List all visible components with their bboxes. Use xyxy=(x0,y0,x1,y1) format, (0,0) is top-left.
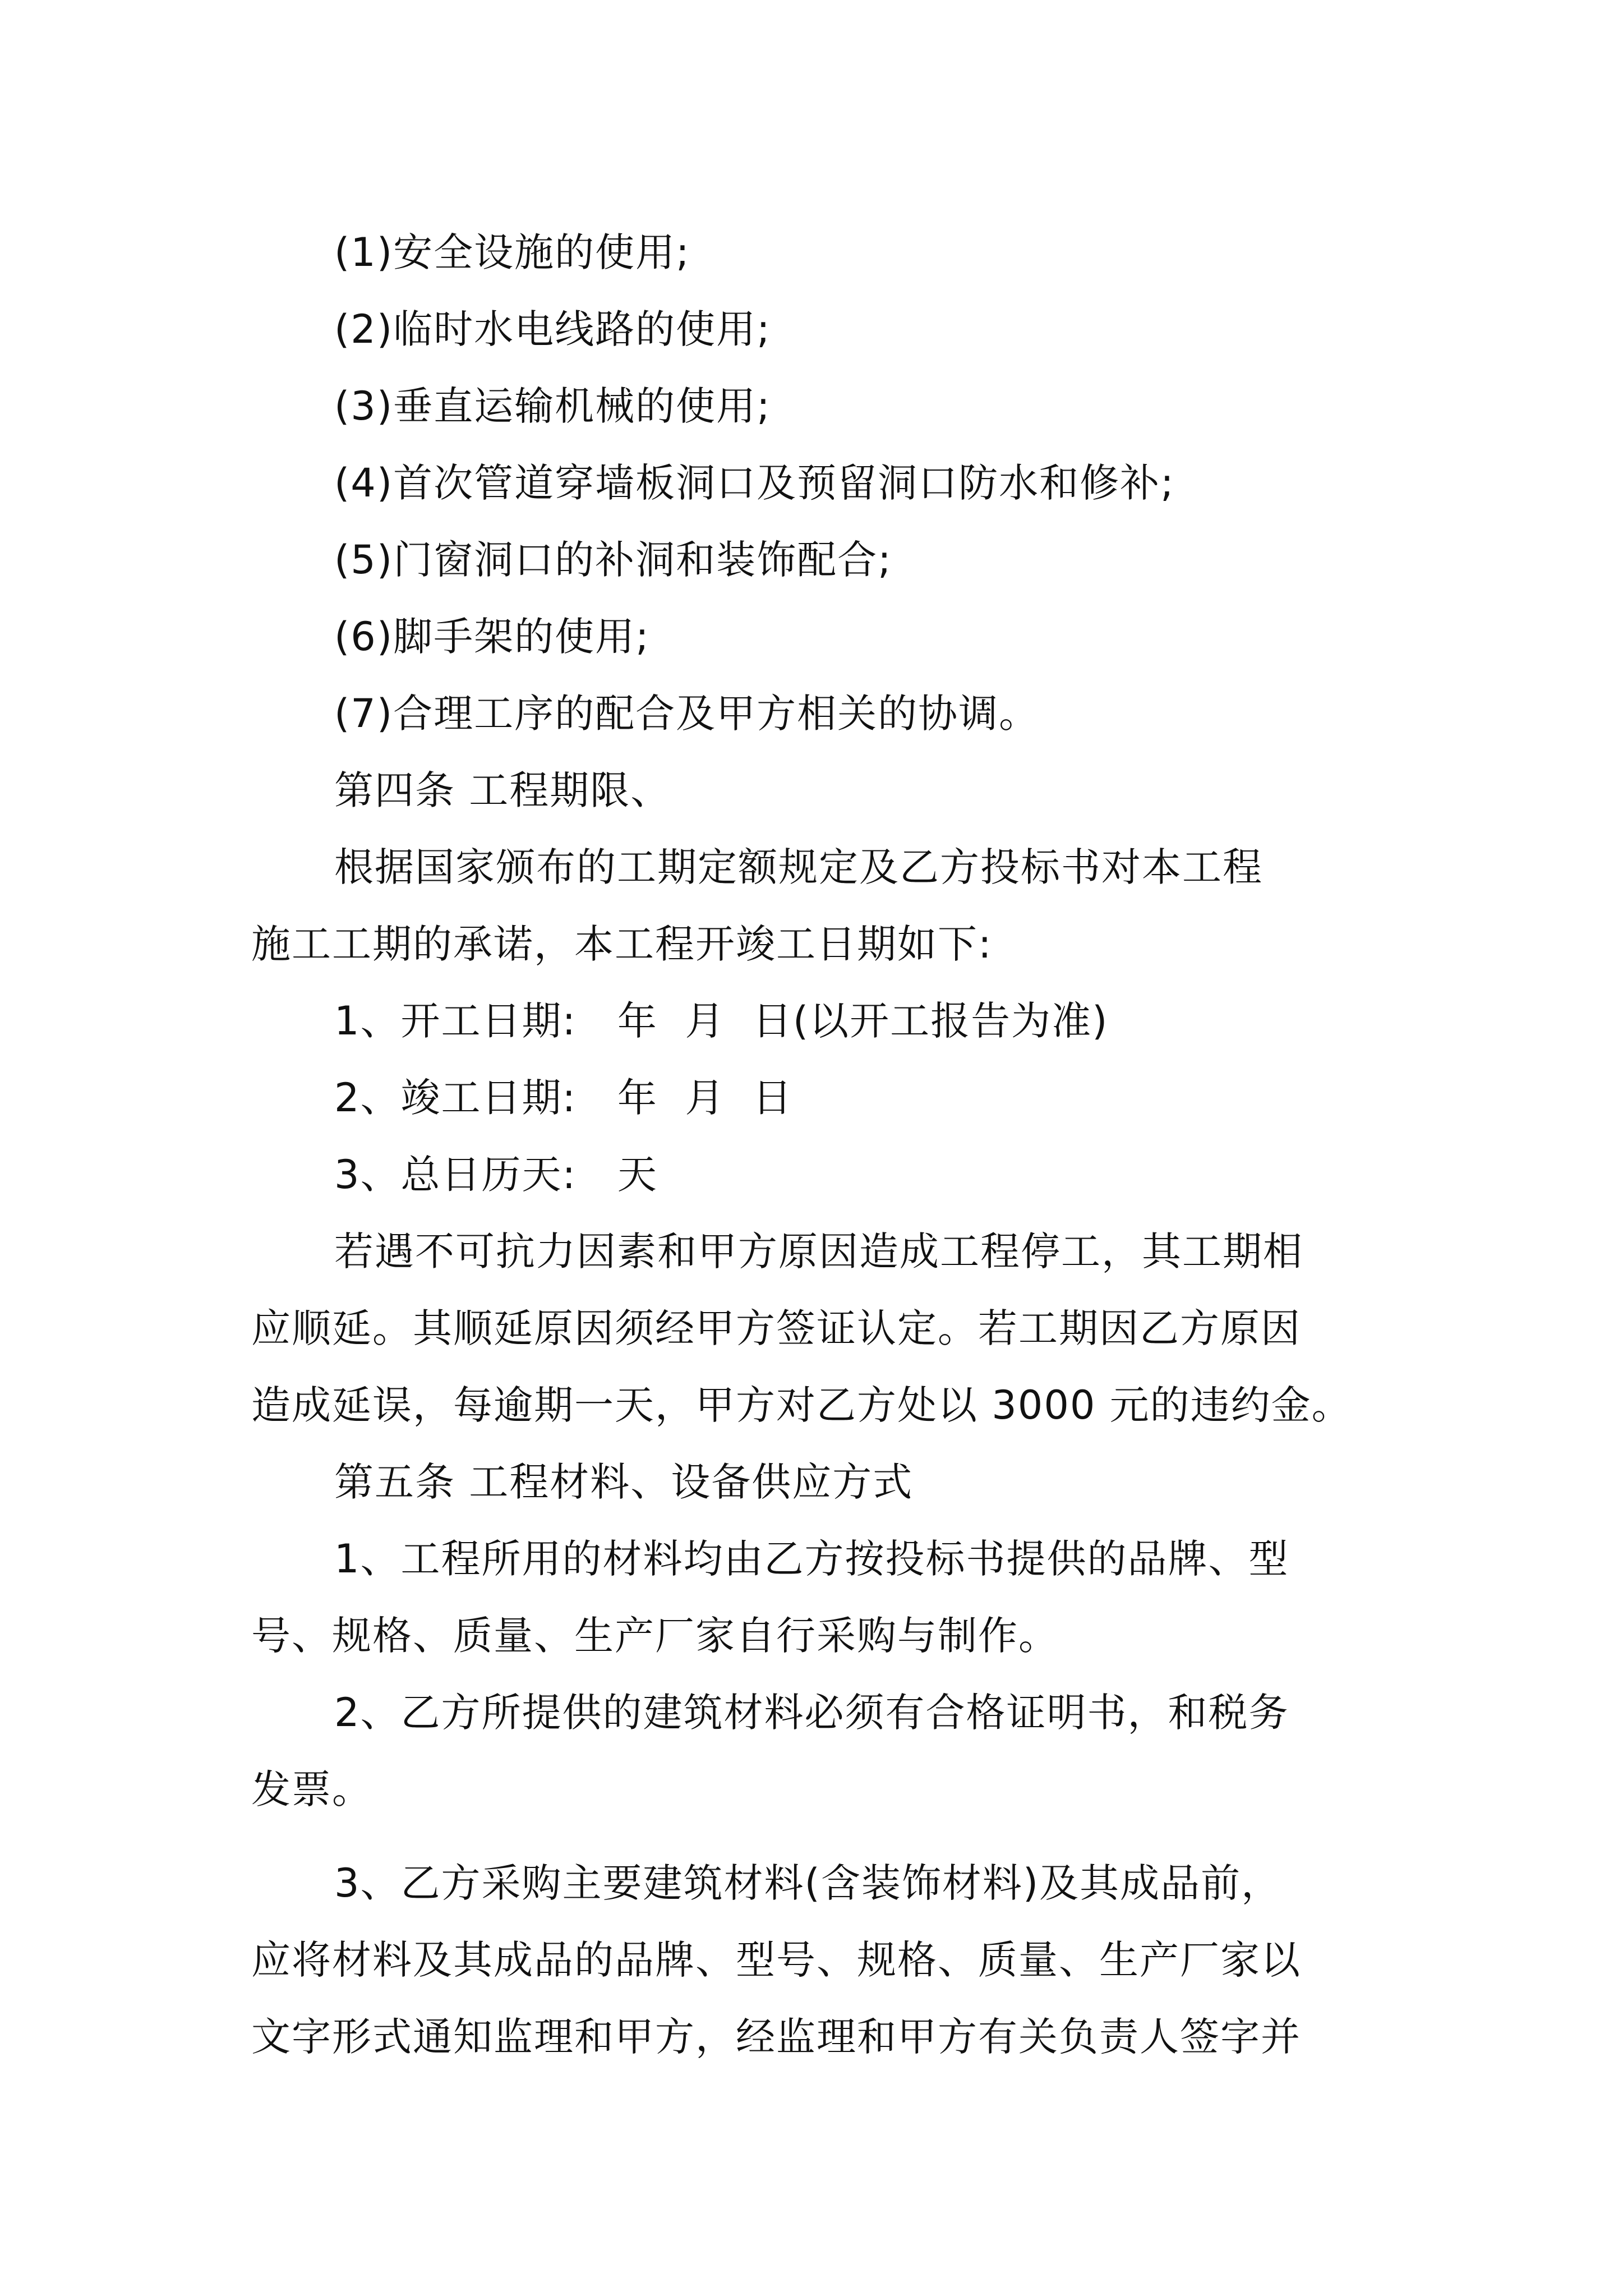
paragraph-line: 应顺延。其顺延原因须经甲方签证认定。若工期因乙方原因 xyxy=(251,1305,1301,1351)
paragraph-line: 发票。 xyxy=(251,1766,372,1812)
paragraph-line: 若遇不可抗力因素和甲方原因造成工程停工，其工期相 xyxy=(334,1228,1303,1274)
list-item-temporary-utilities: (2)临时水电线路的使用; xyxy=(334,306,771,352)
paragraph-line: 根据国家颁布的工期定额规定及乙方投标书对本工程 xyxy=(334,844,1263,890)
document-body xyxy=(251,214,1395,2076)
total-days-line: 3、总日历天: 天 xyxy=(334,1152,658,1198)
start-date-line: 1、开工日期: 年 月 日(以开工报告为准) xyxy=(334,998,1109,1044)
paragraph-line: 文字形式通知监理和甲方，经监理和甲方有关负责人签字并 xyxy=(251,2014,1301,2060)
paragraph-line: 号、规格、质量、生产厂家自行采购与制作。 xyxy=(251,1613,1059,1659)
list-item-pipe-openings: (4)首次管道穿墙板洞口及预留洞口防水和修补; xyxy=(334,460,1175,506)
list-item-safety-facilities: (1)安全设施的使用; xyxy=(334,229,690,275)
paragraph-line: 施工工期的承诺，本工程开竣工日期如下: xyxy=(251,921,993,967)
paragraph-line: 3、乙方采购主要建筑材料(含装饰材料)及其成品前， xyxy=(334,1860,1282,1906)
paragraph-line: 2、乙方所提供的建筑材料必须有合格证明书，和税务 xyxy=(334,1690,1289,1736)
list-item-door-window-openings: (5)门窗洞口的补洞和装饰配合; xyxy=(334,537,892,583)
section-heading-article-4: 第四条 工程期限、 xyxy=(334,767,671,813)
list-item-vertical-transport: (3)垂直运输机械的使用; xyxy=(334,383,771,429)
paragraph-line: 造成延误，每逾期一天，甲方对乙方处以 3000 元的违约金。 xyxy=(251,1382,1352,1428)
paragraph-line: 1、工程所用的材料均由乙方按投标书提供的品牌、型 xyxy=(334,1536,1289,1582)
section-heading-article-5: 第五条 工程材料、设备供应方式 xyxy=(334,1459,914,1505)
list-item-scaffolding: (6)脚手架的使用; xyxy=(334,614,650,660)
completion-date-line: 2、竣工日期: 年 月 日 xyxy=(334,1075,793,1121)
paragraph-line: 应将材料及其成品的品牌、型号、规格、质量、生产厂家以 xyxy=(251,1937,1301,1983)
list-item-coordination: (7)合理工序的配合及甲方相关的协调。 xyxy=(334,691,1040,737)
